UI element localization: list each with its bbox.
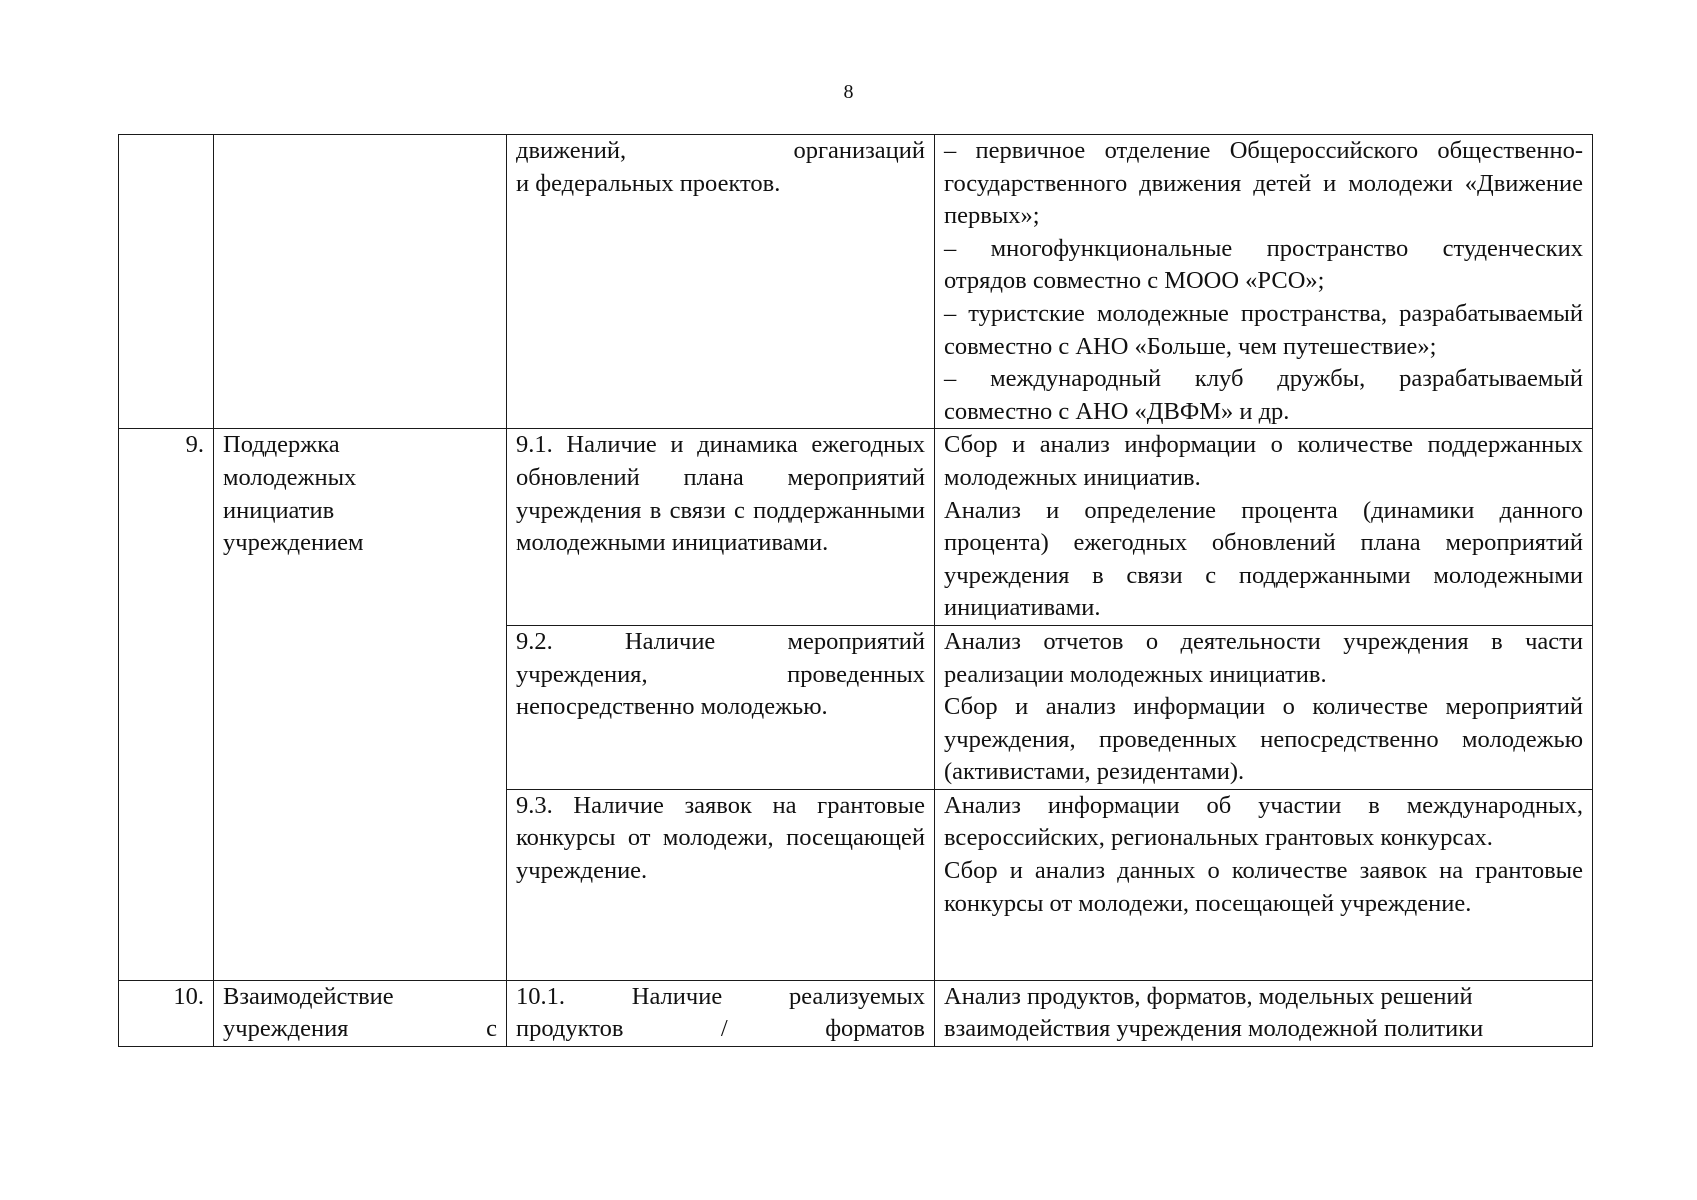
indicator-text bbox=[516, 1013, 925, 1046]
table-row-10 bbox=[119, 980, 1593, 1046]
cell-indicator bbox=[507, 429, 935, 626]
method-paragraph: взаимодействия учреждения молодежной политики bbox=[944, 1015, 1484, 1043]
method-paragraph: Анализ продуктов, форматов, модельных решений bbox=[944, 982, 1473, 1010]
cell-criterion bbox=[214, 980, 507, 1046]
criterion-name-part: учреждения bbox=[223, 1015, 349, 1043]
method-list-item: – многофункциональные пространство студенческих отрядов совместно с МООО «РСО»; bbox=[944, 234, 1583, 295]
cell-number bbox=[119, 429, 214, 981]
cell-criterion bbox=[214, 135, 507, 429]
cell-methods bbox=[935, 789, 1593, 980]
criterion-name: молодежных bbox=[223, 463, 357, 491]
indicator-text-part: форматов bbox=[825, 1015, 925, 1043]
method-list-item: – первичное отделение Общероссийского общественно-государственного движения детей и молодежи «Движение первых»; bbox=[944, 137, 1583, 230]
cell-methods bbox=[935, 135, 1593, 429]
cell-indicator bbox=[507, 135, 935, 429]
method-paragraph: Анализ отчетов о деятельности учреждения в части реализации молодежных инициатив. bbox=[944, 627, 1583, 688]
cell-indicator bbox=[507, 980, 935, 1046]
indicator-text: 9.1. Наличие и динамика ежегодных обновлений плана мероприятий учреждения в связи с поддержанными молодежными инициативами. bbox=[516, 431, 925, 557]
method-paragraph: Анализ и определение процента (динамики данного процента) ежегодных обновлений плана мероприятий учреждения в связи с поддержанными молодежными инициативами. bbox=[944, 496, 1583, 622]
row-number: 10. bbox=[173, 982, 204, 1010]
method-paragraph: Анализ информации об участии в международных, всероссийских, региональных грантовых конкурсах. bbox=[944, 791, 1583, 852]
table-row-9-1 bbox=[119, 429, 1593, 626]
cell-criterion bbox=[214, 429, 507, 981]
criteria-table bbox=[118, 134, 1593, 1047]
cell-number bbox=[119, 135, 214, 429]
table-row-continuation bbox=[119, 135, 1593, 429]
criterion-name: Взаимодействие bbox=[223, 982, 394, 1010]
indicator-text: 9.3. Наличие заявок на грантовые конкурсы от молодежи, посещающей учреждение. bbox=[516, 791, 925, 885]
method-paragraph: Сбор и анализ информации о количестве поддержанных молодежных инициатив. bbox=[944, 431, 1583, 491]
indicator-text: 9.2. Наличие мероприятий учреждения, проведенных непосредственно молодежью. bbox=[516, 627, 925, 721]
indicator-text: движений, организаций bbox=[516, 137, 925, 164]
cell-methods bbox=[935, 429, 1593, 626]
cell-number bbox=[119, 980, 214, 1046]
method-list-item: – туристские молодежные пространства, разрабатываемый совместно с АНО «Больше, чем путешествие»; bbox=[944, 299, 1583, 360]
indicator-text: 10.1. Наличие реализуемых bbox=[516, 982, 925, 1010]
criterion-name-part: с bbox=[486, 1015, 497, 1043]
cell-methods bbox=[935, 980, 1593, 1046]
cell-indicator bbox=[507, 789, 935, 980]
cell-indicator bbox=[507, 625, 935, 789]
row-number: 9. bbox=[185, 431, 204, 459]
cell-methods bbox=[935, 625, 1593, 789]
criterion-name: инициатив bbox=[223, 496, 335, 524]
criterion-name: учреждением bbox=[223, 529, 364, 557]
criterion-name: Поддержка bbox=[223, 431, 340, 459]
indicator-text-part: / bbox=[720, 1015, 728, 1043]
method-paragraph: Сбор и анализ данных о количестве заявок на грантовые конкурсы от молодежи, посещающей учреждение. bbox=[944, 857, 1583, 917]
method-list-item: – международный клуб дружбы, разрабатываемый совместно с АНО «ДВФМ» и др. bbox=[944, 365, 1583, 425]
page-number: 8 bbox=[843, 81, 854, 103]
method-paragraph: Сбор и анализ информации о количестве мероприятий учреждения, проведенных непосредственно молодежью (активистами, резидентами). bbox=[944, 693, 1583, 786]
indicator-text: и федеральных проектов. bbox=[516, 169, 781, 197]
criterion-name bbox=[223, 1013, 497, 1046]
indicator-text-part: продуктов bbox=[516, 1015, 624, 1043]
